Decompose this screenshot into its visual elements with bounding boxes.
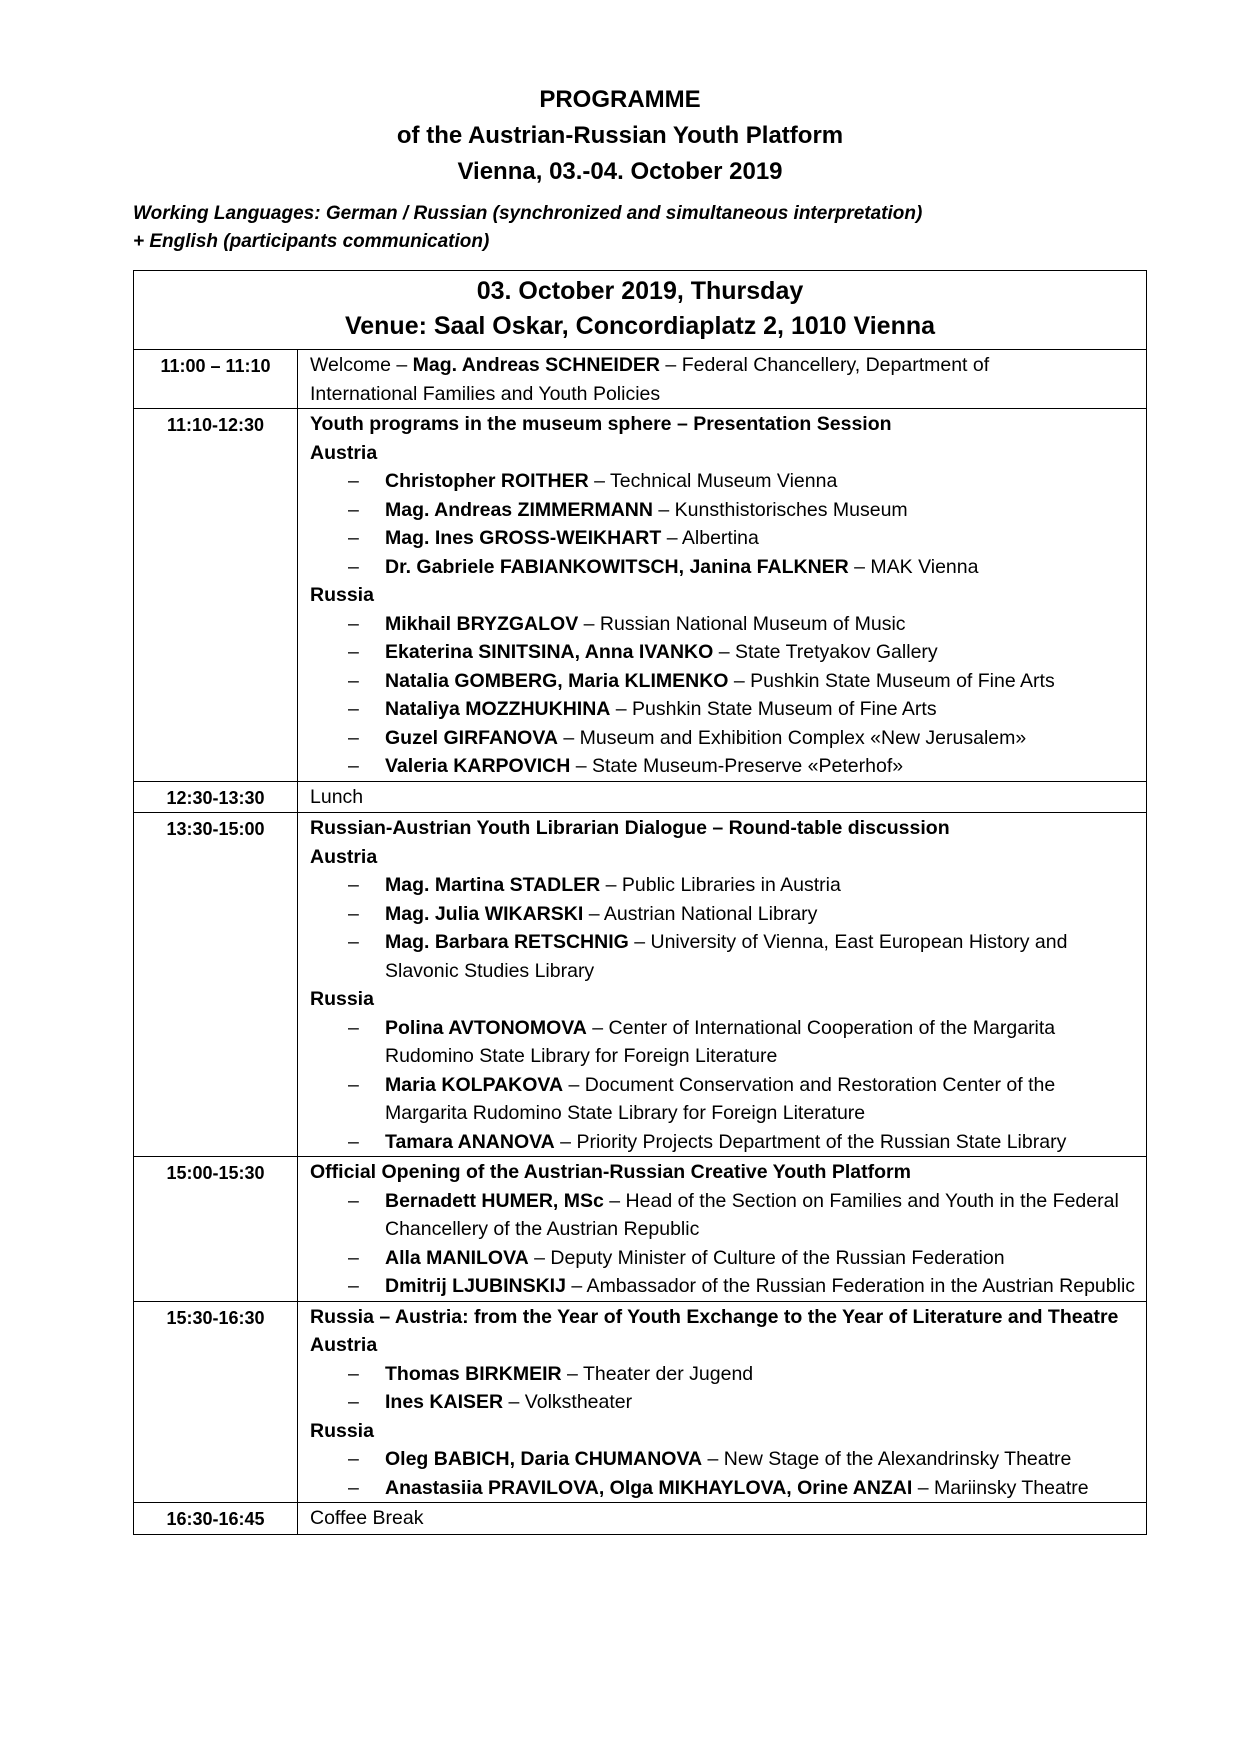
session-description	[298, 350, 1147, 409]
header-subtitle: of the Austrian-Russian Youth Platform	[396, 122, 844, 149]
participant-name: Christopher ROITHER	[385, 470, 589, 492]
participant-name: Alla MANILOVA	[385, 1246, 529, 1269]
dash-bullet: –	[348, 1016, 359, 1039]
session-description	[298, 409, 1147, 782]
participant-item	[310, 724, 1138, 753]
dash-bullet: –	[348, 1130, 359, 1153]
session-time: 15:30-16:30	[134, 1301, 298, 1503]
welcome-prefix: Welcome –	[310, 354, 413, 376]
participant-item	[310, 752, 1138, 781]
session-description	[298, 1301, 1147, 1503]
participant-org: – Head of the Section on Families and Youth in the Federal Chancellery of the Austrian Republic	[385, 1189, 1119, 1240]
country-heading-austria: Austria	[310, 845, 378, 868]
header-date-place: Vienna, 03.-04. October 2019	[457, 158, 783, 185]
country-heading-austria: Austria	[310, 1334, 378, 1356]
participant-name: Maria KOLPAKOVA	[385, 1073, 564, 1096]
participant-org: – Austrian National Library	[583, 902, 818, 925]
participant-name: Mag. Julia WIKARSKI	[385, 902, 584, 925]
participant-name: Natalia GOMBERG, Maria KLIMENKO	[385, 669, 729, 692]
participant-item	[310, 524, 1138, 553]
participant-org: – Pushkin State Museum of Fine Arts	[610, 698, 937, 720]
programme-header	[0, 82, 1240, 190]
participant-org: – Technical Museum Vienna	[588, 470, 838, 492]
participant-name: Thomas BIRKMEIR	[385, 1362, 562, 1385]
session-time: 13:30-15:00	[134, 813, 298, 1157]
participant-org: – Mariinsky Theatre	[912, 1476, 1089, 1499]
dash-bullet: –	[348, 641, 359, 663]
participant-org: – Center of International Cooperation of the Margarita Rudomino State Library for Foreign Literature	[385, 1016, 1056, 1067]
session-row	[134, 1301, 1147, 1503]
languages-line-1: Working Languages: German / Russian (synchronized and simultaneous interpretation)	[133, 203, 923, 224]
session-description: Lunch	[298, 781, 1147, 813]
dash-bullet: –	[348, 874, 359, 896]
participant-item	[310, 1071, 1138, 1128]
participant-item	[310, 467, 1138, 496]
participant-org: – New Stage of the Alexandrinsky Theatre	[702, 1448, 1072, 1470]
participant-name: Dr. Gabriele FABIANKOWITSCH, Janina FALKNER	[385, 555, 849, 578]
dash-bullet: –	[348, 669, 359, 692]
country-heading-russia: Russia	[310, 1419, 374, 1442]
country-heading-austria: Austria	[310, 441, 378, 464]
participant-org: – Volkstheater	[503, 1391, 633, 1413]
day-date: 03. October 2019, Thursday	[476, 277, 804, 305]
dash-bullet: –	[348, 1189, 359, 1212]
participant-item	[310, 1388, 1138, 1417]
participant-name: Guzel GIRFANOVA	[385, 726, 558, 749]
participant-item	[310, 695, 1138, 724]
dash-bullet: –	[348, 902, 359, 925]
participant-item	[310, 900, 1138, 929]
participant-name: Polina AVTONOMOVA	[385, 1016, 587, 1039]
participant-item	[310, 638, 1138, 667]
participant-org: – State Museum-Preserve «Peterhof»	[570, 755, 904, 777]
participant-item	[310, 1445, 1138, 1474]
participant-org: – Museum and Exhibition Complex «New Jerusalem»	[558, 726, 1027, 749]
day-header-cell	[134, 271, 1147, 350]
participant-item	[310, 1244, 1138, 1273]
participant-item	[310, 667, 1138, 696]
participant-name: Dmitrij LJUBINSKIJ	[385, 1275, 566, 1297]
participant-org: – Albertina	[661, 527, 759, 549]
session-row	[134, 350, 1147, 409]
dash-bullet: –	[348, 931, 359, 953]
dash-bullet: –	[348, 470, 359, 492]
country-heading-russia: Russia	[310, 988, 374, 1010]
participant-name: Mag. Martina STADLER	[385, 874, 601, 896]
participant-item	[310, 1360, 1138, 1389]
session-row	[134, 1157, 1147, 1302]
session-row	[134, 1503, 1147, 1535]
dash-bullet: –	[348, 1073, 359, 1096]
participant-name: Anastasiia PRAVILOVA, Olga MIKHAYLOVA, Orine ANZAI	[385, 1476, 913, 1499]
participant-name: Oleg BABICH, Daria CHUMANOVA	[385, 1448, 703, 1470]
participant-item	[310, 1474, 1138, 1503]
country-heading-russia: Russia	[310, 584, 374, 606]
programme-table	[133, 270, 1147, 1535]
participant-item	[310, 610, 1138, 639]
day-header-row	[134, 271, 1147, 350]
welcome-line-2: International Families and Youth Policies	[310, 382, 661, 405]
participant-item	[310, 553, 1138, 582]
header-title: PROGRAMME	[539, 86, 701, 113]
dash-bullet: –	[348, 498, 359, 521]
working-languages	[133, 200, 922, 256]
participant-name: Tamara ANANOVA	[385, 1130, 555, 1153]
session-title: Youth programs in the museum sphere – Presentation Session	[310, 413, 892, 435]
dash-bullet: –	[348, 527, 359, 549]
dash-bullet: –	[348, 1362, 359, 1385]
session-description	[298, 813, 1147, 1157]
participant-org: – MAK Vienna	[848, 555, 979, 578]
speaker-org: – Federal Chancellery, Department of	[660, 354, 990, 376]
session-description	[298, 1157, 1147, 1302]
participant-name: Ines KAISER	[385, 1391, 504, 1413]
session-description: Coffee Break	[298, 1503, 1147, 1535]
dash-bullet: –	[348, 726, 359, 749]
dash-bullet: –	[348, 1448, 359, 1470]
session-time: 12:30-13:30	[134, 781, 298, 813]
session-time: 11:00 – 11:10	[134, 350, 298, 409]
participant-item	[310, 1128, 1138, 1157]
participant-item	[310, 496, 1138, 525]
participant-org: – Priority Projects Department of the Russian State Library	[554, 1130, 1067, 1153]
participant-name: Valeria KARPOVICH	[385, 755, 571, 777]
participant-org: – Russian National Museum of Music	[578, 612, 906, 635]
session-time: 15:00-15:30	[134, 1157, 298, 1302]
session-row	[134, 813, 1147, 1157]
participant-name: Mikhail BRYZGALOV	[385, 612, 579, 635]
participant-name: Ekaterina SINITSINA, Anna IVANKO	[385, 641, 714, 663]
participant-item	[310, 1014, 1138, 1071]
participant-item	[310, 928, 1138, 985]
session-title: Official Opening of the Austrian-Russian Creative Youth Platform	[310, 1161, 911, 1183]
dash-bullet: –	[348, 612, 359, 635]
participant-org: – Document Conservation and Restoration Center of the Margarita Rudomino State Library for Foreign Literature	[385, 1073, 1056, 1124]
participant-org: – Deputy Minister of Culture of the Russian Federation	[528, 1246, 1005, 1269]
participant-org: – Theater der Jugend	[561, 1362, 754, 1385]
participant-org: – Kunsthistorisches Museum	[652, 498, 908, 521]
participant-name: Mag. Ines GROSS-WEIKHART	[385, 527, 662, 549]
day-venue: Venue: Saal Oskar, Concordiaplatz 2, 1010 Vienna	[344, 312, 936, 340]
session-time: 11:10-12:30	[134, 409, 298, 782]
participant-name: Mag. Barbara RETSCHNIG	[385, 931, 629, 953]
session-row	[134, 409, 1147, 782]
dash-bullet: –	[348, 1275, 359, 1297]
participant-org: – State Tretyakov Gallery	[713, 641, 938, 663]
languages-line-2: + English (participants communication)	[133, 231, 490, 252]
welcome-line	[310, 351, 1138, 380]
participant-item	[310, 1272, 1138, 1301]
session-time: 16:30-16:45	[134, 1503, 298, 1535]
participant-org: – University of Vienna, East European History and Slavonic Studies Library	[385, 931, 1068, 982]
speaker-name: Mag. Andreas SCHNEIDER	[412, 354, 661, 376]
participant-org: – Pushkin State Museum of Fine Arts	[728, 669, 1055, 692]
dash-bullet: –	[348, 1391, 359, 1413]
session-title: Russia – Austria: from the Year of Youth Exchange to the Year of Literature and Theatre	[310, 1305, 1119, 1328]
participant-item	[310, 1187, 1138, 1244]
session-title: Russian-Austrian Youth Librarian Dialogue – Round-table discussion	[310, 817, 950, 839]
participant-org: – Public Libraries in Austria	[600, 874, 841, 896]
dash-bullet: –	[348, 755, 359, 777]
participant-name: Mag. Andreas ZIMMERMANN	[385, 498, 653, 521]
participant-item	[310, 871, 1138, 900]
participant-name: Nataliya MOZZHUKHINA	[385, 698, 611, 720]
dash-bullet: –	[348, 1246, 359, 1269]
session-row	[134, 781, 1147, 813]
dash-bullet: –	[348, 555, 359, 578]
dash-bullet: –	[348, 1476, 359, 1499]
participant-org: – Ambassador of the Russian Federation in the Austrian Republic	[565, 1275, 1136, 1297]
participant-name: Bernadett HUMER, MSc	[385, 1189, 604, 1212]
dash-bullet: –	[348, 698, 359, 720]
